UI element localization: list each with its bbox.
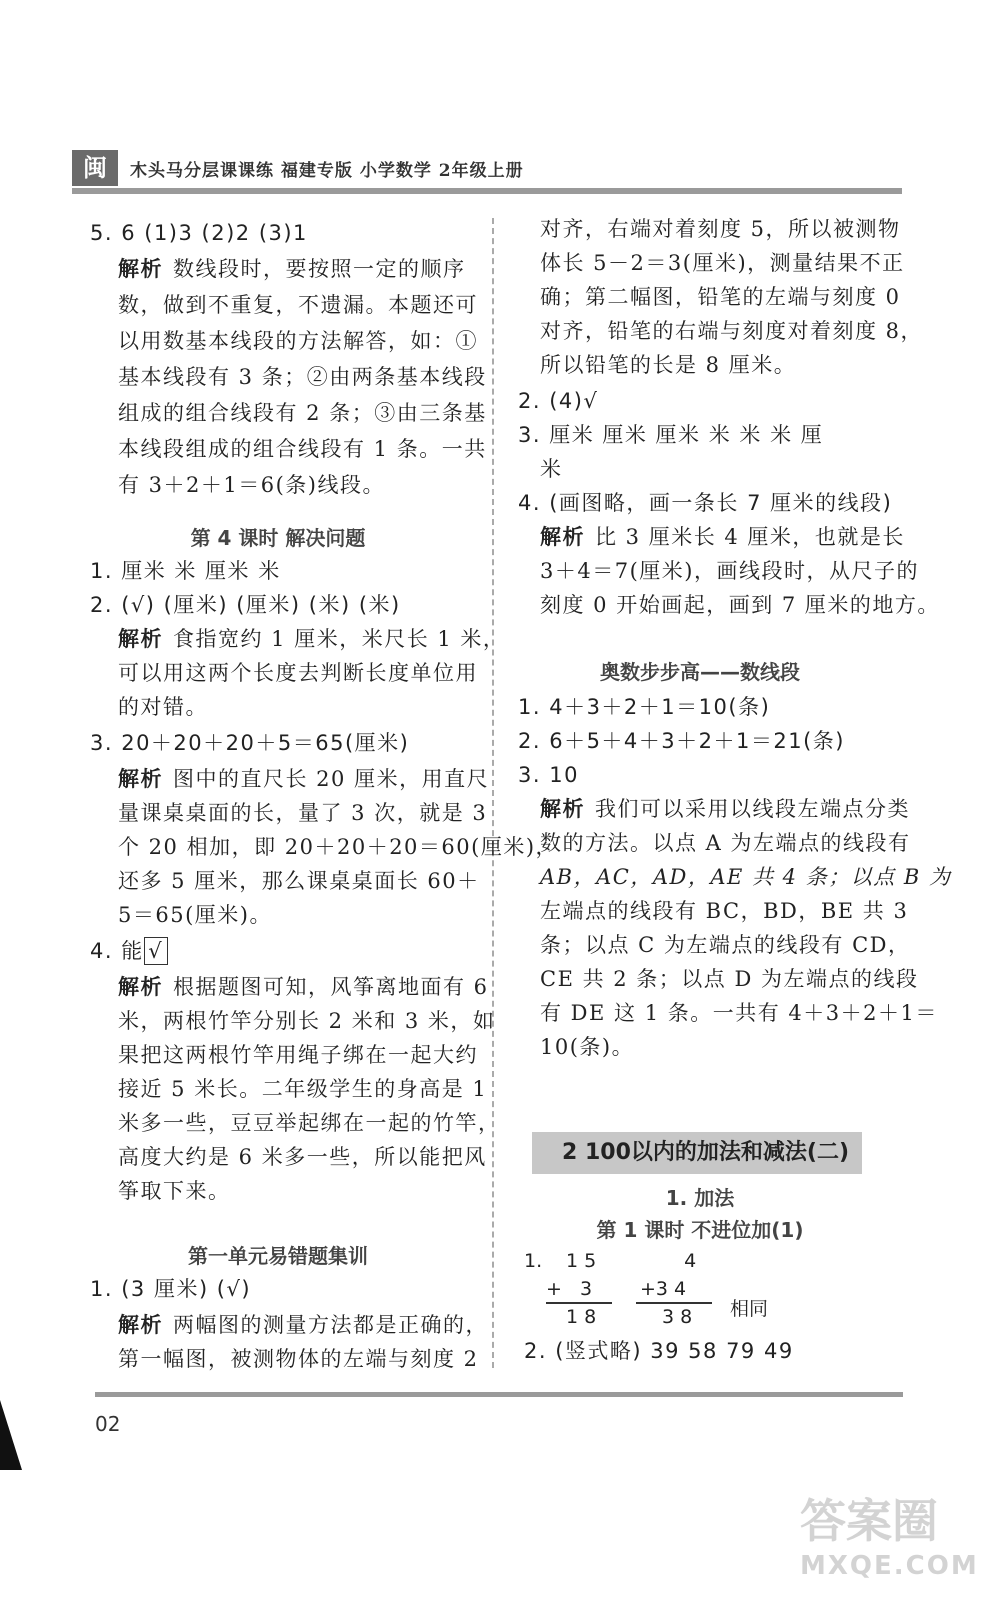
analysis-line: 解析 根据题图可知，风筝离地面有 6 (118, 975, 489, 999)
analysis-line: 5＝65(厘米)。 (118, 903, 272, 927)
analysis-line: 10(条)。 (540, 1035, 635, 1059)
section-title-olympiad: 奥数步步高——数线段 (600, 660, 800, 684)
right-answer-3-cont: 米 (540, 457, 563, 481)
watermark-logo (800, 1485, 979, 1581)
calc2-result: 3 8 (662, 1306, 693, 1328)
analysis-line: 的对错。 (118, 695, 208, 719)
analysis-line: 组成的组合线段有 2 条；③由三条基 (118, 401, 487, 425)
page-header (72, 150, 902, 192)
analysis-line: AB，AC，AD，AE 共 4 条；以点 B 为 (540, 865, 952, 889)
calc1-addend: + 3 (546, 1278, 593, 1300)
corner-mark (0, 1400, 22, 1470)
calc2-addend: +3 4 (640, 1278, 687, 1300)
analysis-line: 基本线段有 3 条；②由两条基本线段 (118, 365, 487, 389)
section-title-errors: 第一单元易错题集训 (188, 1244, 368, 1268)
calc2-top: 4 (660, 1250, 697, 1272)
calc2-rule (636, 1302, 712, 1304)
analysis-line: CE 共 2 条；以点 D 为左端点的线段 (540, 967, 919, 991)
analysis-line: 3＋4＝7(厘米)，画线段时，从尺子的 (540, 559, 919, 583)
olympiad-answer-1: 1. 4＋3＋2＋1＝10(条) (518, 695, 771, 719)
fujian-logo: 闽 (72, 150, 118, 186)
right-answer-4: 4. (画图略，画一条长 7 厘米的线段) (518, 491, 893, 515)
analysis-label: 解析 (118, 257, 163, 281)
analysis-line: 刻度 0 开始画起，画到 7 厘米的地方。 (540, 593, 940, 617)
analysis-line: 有 3＋2＋1＝6(条)线段。 (118, 473, 386, 497)
continued-line: 所以铅笔的长是 8 厘米。 (540, 353, 797, 377)
answer-4: 4. 能 √ (90, 934, 168, 968)
vertical-calculations (524, 1250, 824, 1340)
analysis-line: 接近 5 米长。二年级学生的身高是 1 (118, 1077, 488, 1101)
analysis-line: 解析 比 3 厘米长 4 厘米，也就是长 (540, 525, 905, 549)
analysis-line: 米多一些，豆豆举起绑在一起的竹竿， (118, 1111, 501, 1135)
right-answer-3: 3. 厘米 厘米 厘米 米 米 米 厘 (518, 423, 824, 447)
olympiad-answer-2: 2. 6＋5＋4＋3＋2＋1＝21(条) (518, 729, 845, 753)
answer-3: 3. 20＋20＋20＋5＝65(厘米) (90, 731, 410, 755)
analysis-line: 高度大约是 6 米多一些，所以能把风 (118, 1145, 487, 1169)
right-answer-2: 2. (4)√ (518, 389, 599, 413)
analysis-label: 解析 (540, 525, 585, 549)
analysis-line: 以用数基本线段的方法解答，如：① (118, 329, 478, 353)
lesson-title: 第 1 课时 不进位加(1) (596, 1218, 804, 1242)
analysis-line: 解析 图中的直尺长 20 厘米，用直尺 (118, 767, 490, 791)
page-number: 02 (95, 1412, 121, 1436)
column-divider (492, 218, 494, 1368)
analysis-label: 解析 (118, 1313, 163, 1337)
book-title: 木头马分层课课练 福建专版 小学数学 2年级上册 (130, 161, 524, 181)
chapter-banner: 2 100以内的加法和减法(二) (532, 1132, 862, 1174)
analysis-line: 解析 两幅图的测量方法都是正确的， (118, 1313, 488, 1337)
analysis-line: 米，两根竹竿分别长 2 米和 3 米，如 (118, 1009, 496, 1033)
analysis-line: 解析 数线段时，要按照一定的顺序 (118, 257, 466, 281)
analysis-line: 量课桌桌面的长，量了 3 次，就是 3 (118, 801, 488, 825)
calc-label: 1. (524, 1250, 543, 1272)
header-rule (72, 188, 902, 194)
continued-line: 体长 5－2＝3(厘米)，测量结果不正 (540, 251, 905, 275)
answer-2: 2. (√) (厘米) (厘米) (米) (米) (90, 593, 401, 617)
analysis-line: 还多 5 厘米，那么课桌桌面长 60＋ (118, 869, 480, 893)
continued-line: 对齐，右端对着刻度 5，所以被测物 (540, 217, 901, 241)
lesson-answer-2: 2. (竖式略) 39 58 79 49 (524, 1339, 794, 1363)
analysis-line: 个 20 相加，即 20＋20＋20＝60(厘米)， (118, 835, 559, 859)
analysis-line: 解析 我们可以采用以线段左端点分类 (540, 797, 910, 821)
watermark-title: 答案圈 (800, 1494, 938, 1548)
subsection-title: 1. 加法 (665, 1186, 735, 1210)
analysis-line: 可以用这两个长度去判断长度单位用 (118, 661, 478, 685)
olympiad-answer-3: 3. 10 (518, 763, 579, 787)
section-title-lesson4: 第 4 课时 解决问题 (190, 526, 366, 550)
analysis-line: 本线段组成的组合线段有 1 条。一共 (118, 437, 487, 461)
analysis-line: 第一幅图，被测物体的左端与刻度 2 (118, 1347, 479, 1371)
continued-line: 确；第二幅图，铅笔的左端与刻度 0 (540, 285, 901, 309)
checkbox-checked: √ (144, 937, 168, 965)
analysis-line: 左端点的线段有 BC，BD，BE 共 3 (540, 899, 909, 923)
analysis-line: 果把这两根竹竿用绳子绑在一起大约 (118, 1043, 478, 1067)
analysis-label: 解析 (118, 627, 163, 651)
error-answer-1: 1. (3 厘米) (√) (90, 1277, 252, 1301)
answer-5: 5. 6 (1)3 (2)2 (3)1 (90, 221, 308, 245)
analysis-line: 筝取下来。 (118, 1179, 231, 1203)
analysis-label: 解析 (540, 797, 585, 821)
answer-1: 1. 厘米 米 厘米 米 (90, 559, 281, 583)
analysis-line: 条；以点 C 为左端点的线段有 CD， (540, 933, 911, 957)
same-label: 相同 (730, 1298, 769, 1320)
continued-line: 对齐，铅笔的右端与刻度对着刻度 8， (540, 319, 924, 343)
analysis-line: 有 DE 这 1 条。一共有 4＋3＋2＋1＝ (540, 1001, 938, 1025)
watermark-url: MXQE.COM (800, 1551, 979, 1581)
calc1-top: 1 5 (566, 1250, 597, 1272)
analysis-label: 解析 (118, 975, 163, 999)
analysis-line: 数，做到不重复，不遗漏。本题还可 (118, 293, 478, 317)
analysis-label: 解析 (118, 767, 163, 791)
calc1-rule (546, 1302, 612, 1304)
footer-rule (95, 1392, 903, 1397)
analysis-line: 解析 食指宽约 1 厘米，米尺长 1 米， (118, 627, 506, 651)
analysis-line: 数的方法。以点 A 为左端点的线段有 (540, 831, 911, 855)
calc1-result: 1 8 (566, 1306, 597, 1328)
